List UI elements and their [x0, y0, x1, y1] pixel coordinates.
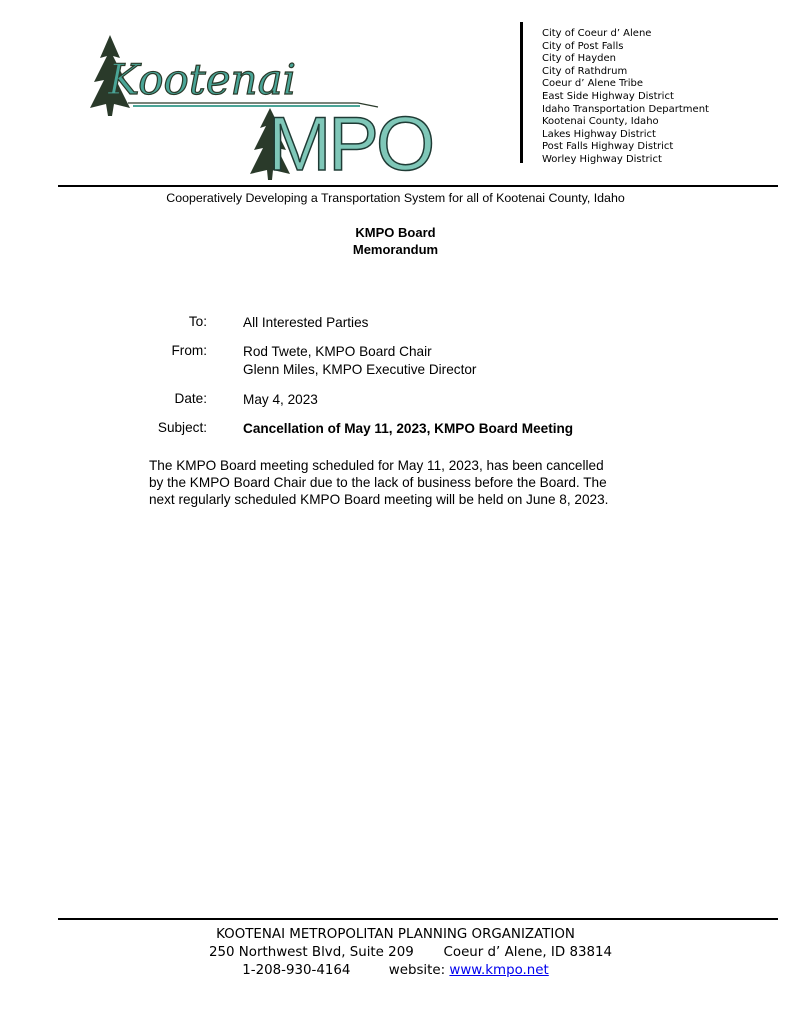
- memo-body: [149, 457, 608, 508]
- from-line1: Rod Twete, KMPO Board Chair: [243, 344, 432, 359]
- footer-phone: 1-208-930-4164: [242, 963, 351, 978]
- to-value: All Interested Parties: [243, 315, 369, 330]
- body-line: The KMPO Board meeting scheduled for May 11, 2023, has been cancelled: [149, 458, 604, 473]
- to-label: To:: [188, 314, 207, 329]
- member-item: Idaho Transportation Department: [542, 103, 709, 115]
- footer-city: Coeur d’ Alene, ID 83814: [443, 945, 613, 960]
- member-item: Worley Highway District: [542, 153, 662, 165]
- footer-address-line: [0, 944, 791, 962]
- from-label: From:: [171, 343, 207, 358]
- footer-website-label: website:: [388, 963, 446, 978]
- subject-value: Cancellation of May 11, 2023, KMPO Board Meeting: [243, 421, 574, 436]
- from-line2: Glenn Miles, KMPO Executive Director: [243, 362, 477, 377]
- kootenai-mpo-logo: [88, 30, 438, 180]
- member-item: Coeur d’ Alene Tribe: [542, 78, 644, 90]
- memo-heading: [0, 224, 791, 258]
- tagline: Cooperatively Developing a Transportation System for all of Kootenai County, Idaho: [166, 191, 625, 205]
- footer: [0, 926, 791, 980]
- member-item: City of Post Falls: [542, 40, 624, 52]
- subject-label: Subject:: [157, 420, 207, 435]
- date-label: Date:: [174, 391, 207, 406]
- member-item: City of Coeur d’ Alene: [542, 28, 652, 39]
- member-item: City of Rathdrum: [542, 65, 628, 77]
- heading-line1: KMPO Board: [355, 225, 436, 240]
- body-line: next regularly scheduled KMPO Board meeting will be held on June 8, 2023.: [149, 492, 609, 507]
- member-list: [542, 28, 709, 167]
- member-item: City of Hayden: [542, 53, 616, 65]
- member-item: Kootenai County, Idaho: [542, 116, 659, 128]
- website-link[interactable]: www.kmpo.net: [449, 963, 549, 978]
- footer-org: KOOTENAI METROPOLITAN PLANNING ORGANIZATION: [216, 927, 575, 942]
- date-value: May 4, 2023: [243, 392, 318, 407]
- footer-rule: [58, 918, 778, 920]
- body-line: by the KMPO Board Chair due to the lack of business before the Board. The: [149, 475, 607, 490]
- footer-contact-line: [0, 962, 791, 980]
- member-item: Lakes Highway District: [542, 128, 656, 140]
- header-divider: [520, 22, 523, 163]
- member-item: Post Falls Highway District: [542, 141, 674, 153]
- logo-word-mpo: MPO: [268, 102, 433, 180]
- member-item: East Side Highway District: [542, 90, 674, 102]
- header-rule: [58, 185, 778, 187]
- heading-line2: Memorandum: [352, 242, 439, 257]
- logo-word-kootenai: Kootenai: [108, 55, 297, 104]
- footer-address: 250 Northwest Blvd, Suite 209: [208, 945, 414, 960]
